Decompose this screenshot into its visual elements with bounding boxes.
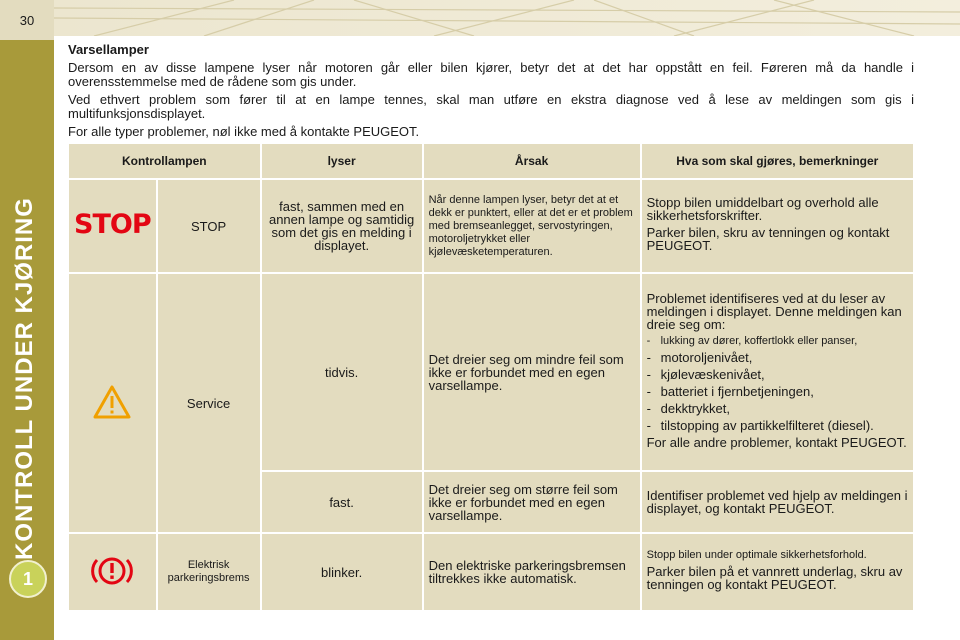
page-number: 30 — [0, 0, 54, 40]
header-action: Hva som skal gjøres, bemerkninger — [642, 144, 913, 178]
action-text: For alle andre problemer, kontakt PEUGEOT. — [646, 434, 907, 450]
table-row — [69, 274, 913, 470]
chapter-sidebar — [0, 0, 54, 640]
warning-lamps-table — [67, 142, 915, 612]
list-item: - kjølevæskenivået, — [647, 368, 908, 381]
lamp-state: fast, sammen med en annen lampe og samtidig som det gis en melding i displayet. — [262, 180, 422, 272]
lamp-cause: Det dreier seg om mindre feil som ikke er forbundet med en egen varsellampe. — [424, 274, 640, 470]
stop-icon: STOP — [74, 208, 151, 240]
parking-brake-warning-icon — [91, 553, 133, 589]
lamp-state: tidvis. — [262, 274, 422, 470]
lamp-state: blinker. — [262, 534, 422, 610]
stop-lamp-cell — [69, 180, 156, 272]
header-lamp: Kontrollampen — [69, 144, 260, 178]
intro-paragraph: For alle typer problemer, nøl ikke med å kontakte PEUGEOT. — [68, 124, 420, 139]
lamp-name: STOP — [158, 180, 260, 272]
header-cause: Årsak — [424, 144, 640, 178]
action-text: Parker bilen, skru av tenningen og kontakt PEUGEOT. — [646, 225, 890, 253]
lamp-cause: Den elektriske parkeringsbremsen tiltrekkes ikke automatisk. — [424, 534, 640, 610]
warning-triangle-icon — [92, 384, 132, 420]
intro-paragraph: Dersom en av disse lampene lyser når motoren går eller bilen kjører, betyr det at det har oppstått en feil. Føreren må da handle i overensstemmelse med de rådene som gis under. — [68, 60, 914, 89]
chapter-title: KONTROLL UNDER KJØRING — [11, 197, 38, 560]
lamp-name: Elektrisk parkeringsbrems — [158, 534, 260, 610]
lamp-name: Service — [158, 274, 260, 532]
lamp-action — [642, 534, 913, 610]
service-lamp-cell — [69, 274, 156, 532]
table-header-row — [69, 144, 913, 178]
header-state: lyser — [262, 144, 422, 178]
lamp-action: Identifiser problemet ved hjelp av meldingen i displayet, og kontakt PEUGEOT. — [642, 472, 913, 532]
list-item: - batteriet i fjernbetjeningen, — [647, 385, 908, 398]
action-text: Stopp bilen under optimale sikkerhetsforhold. — [646, 549, 867, 561]
list-item: - dekktrykket, — [647, 402, 908, 415]
intro-section — [68, 42, 914, 143]
intro-paragraph: Ved ethvert problem som fører til at en lampe tennes, skal man utføre en ekstra diagnose ved å lese av meldingen som gis i multifunksjonsdisplayet. — [68, 92, 914, 121]
message-list — [647, 335, 908, 432]
list-item: - motoroljenivået, — [647, 351, 908, 364]
parking-brake-lamp-cell — [69, 534, 156, 610]
header-band — [54, 0, 960, 36]
list-item: - lukking av dører, koffertlokk eller panser, — [647, 335, 908, 347]
lamp-action — [642, 180, 913, 272]
action-text: Problemet identifiseres ved at du leser av meldingen i displayet. Denne meldingen kan dreie seg om: — [646, 290, 902, 332]
lamp-state: fast. — [262, 472, 422, 532]
action-text: Parker bilen på et vannrett underlag, skru av tenningen og kontakt PEUGEOT. — [646, 564, 903, 592]
action-text: Stopp bilen umiddelbart og overhold alle sikkerhetsforskrifter. — [646, 195, 879, 223]
lamp-cause: Det dreier seg om større feil som ikke er forbundet med en egen varsellampe. — [424, 472, 640, 532]
lamp-action — [642, 274, 913, 470]
lamp-cause: Når denne lampen lyser, betyr det at et dekk er punktert, eller at det er et problem med bremseanlegget, servostyringen, motoroljetrykket eller kjølevæsketemperaturen. — [424, 180, 640, 272]
table-row — [69, 180, 913, 272]
chapter-badge: 1 — [9, 560, 47, 598]
section-title: Varsellamper — [68, 42, 149, 57]
table-row — [69, 534, 913, 610]
list-item: - tilstopping av partikkelfilteret (diesel). — [647, 419, 908, 432]
header-pattern — [54, 0, 960, 36]
